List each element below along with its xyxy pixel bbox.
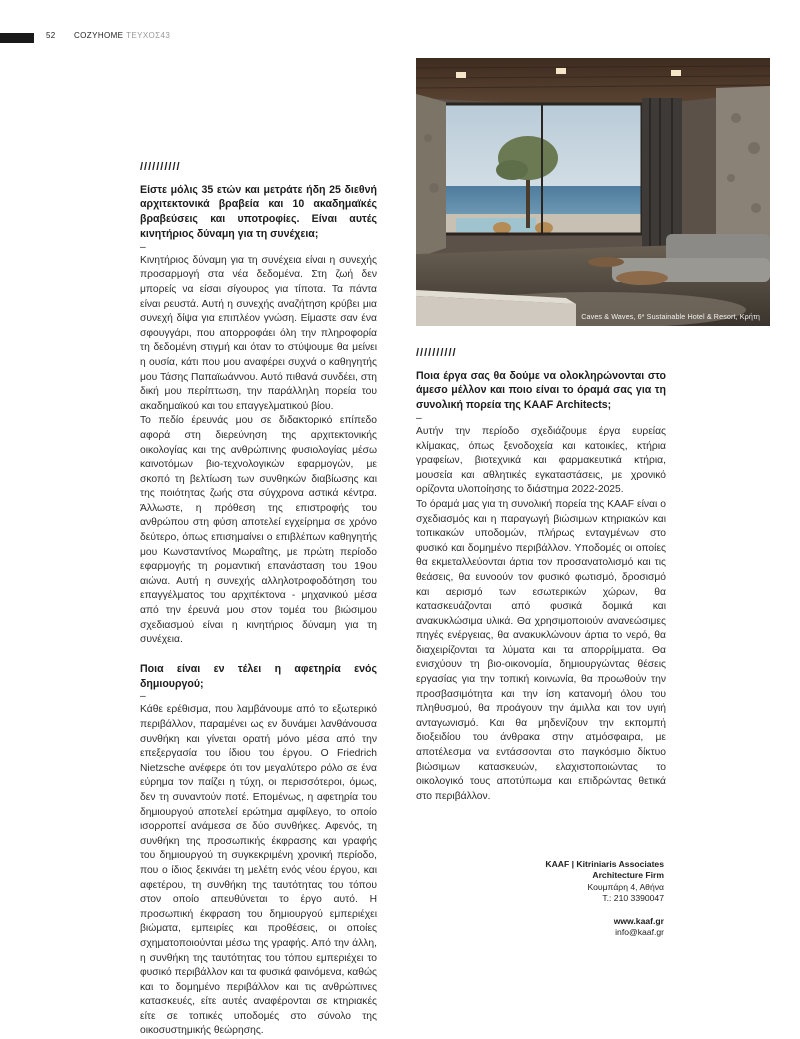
answer-paragraph: Το πεδίο έρευνάς μου σε διδακτορικό επίπεδο αφορά στη διερεύνηση της αρχιτεκτονικής οικολογίας και της ανθρώπινης φυσιολογίας μέσω καινοτόμων βιο-τεχνολογικών εφαρμογών, με σκοπό τη βελτίωση των συνθηκών διαβίωσης και της ποιότητας ζωής στα σύγχρονα αστικά κέντρα. Άλλωστε, η πρόθεση της επιστροφής του ανθρώπου στη φύση αποτελεί εγχείρημα σε χρόνο δεύτερο, όπως επισημαίνει ο επιβλέπων καθηγητής μου Κωνσταντίνος Μωραΐτης, με πρώτη περίοδο εφαρμογής τη ρομαντική επανάσταση του 19ου αιώνα. Αυτή η συνεχής αλληλοτροφοδότηση του επαγγέλματος του αρχιτέκτονα - μηχανικού μέσα από την έρευνά μου στον τομέα του βιώσιμου σχεδιασμού είναι η κινητήριος δύναμη για τη συνέχεια. [140,415,377,646]
answer-dash: – [140,691,146,703]
answer-dash: – [140,241,146,253]
firm-name: KAAF | Kitriniaris Associates [545,859,664,869]
answer-paragraph: Το όραμά μας για τη συνολική πορεία της KAAF είναι ο σχεδιασμός και η παραγωγή βιώσιμων κτηριακών και τοπικακών υποδομών, πλήρως ενταγμένων στο φυσικό και δομημένο περιβάλλον. Υποδομές οι οποίες θα εκμεταλλεύονται άρτια τον προσανατολισμό και τις θεάσεις, θα ευνοούν τον φυσικό φωτισμό, δροσισμό και αερισμό των εσωτερικών χώρων, θα κατασκευάζονται από φυσικά δομικά και ανακυκλώσιμα υλικά. Θα χρησιμοποιούν ανανεώσιμες πηγές ενέργειας, θα ανακυκλώνουν άρτια το νερό, θα διαχειρίζονται τα λύματα και τα απορρίμματα. Θα ενισχύουν τη βιο-οικονομία, δημιουργώντας θέσεις εργασίας για την τοπική κοινωνία, θα προωθούν την προσβασιμότητα και την ίση κατανομή όλου του πληθυσμού, θα προάγουν την άμιλλα και τον υγιή ανταγωνισμό. Και θα μηδενίζουν την εκπομπή διοξειδίου του άνθρακα στην ατμόσφαιρα, με αποτέλεσμα να εντάσσονται στο παγκόσμιο δίκτυο βιώσιμων κατασκευών, ελαχιστοποιώντας το οικολογικό τους αποτύπωμα και επιδρώντας θετικά στο περιβάλλον. [416,498,666,802]
running-header [74,31,170,40]
photo-caption: Caves & Waves, 6* Sustainable Hotel & Resort, Κρήτη [581,312,760,321]
website-link[interactable]: www.kaaf.gr [613,915,664,926]
left-column [140,160,377,1039]
firm-subtitle: Architecture Firm [592,870,664,881]
issue-number: ΤΕΥΧΟΣ43 [126,31,171,40]
email-link[interactable]: info@kaaf.gr [615,927,664,938]
firm-address: Κουμπάρη 4, Αθήνα [587,881,664,892]
interview-question: Ποια είναι εν τέλει η αφετηρία ενός δημιουργού; [140,662,377,690]
answer-paragraph: Κινητήριος δύναμη για τη συνέχεια είναι η συνεχής προσαρμογή στα νέα δεδομένα. Στη ζωή δεν μπορείς να είσαι σίγουρος για τίποτα. Τα πάντα είναι ρευστά. Αυτή η συνεχής αναζήτηση κρύβει μια συνεχή δίψα για επιπλέον γνώση. Είμαστε σαν ένα σφουγγάρι, που απορροφάει όλη την πληροφορία τη δεδομένη στιγμή και όταν το στύψουμε θα μείνει η ουσία, κάτι που μου αναφέρει συχνά ο καθηγητής μου Τάσης Παπαϊωάννου. Αυτό πιθανά συνδέει, στη δική μου περίπτωση, την παράλληλη πορεία του ακαδημαϊκού και του επαγγελματικού βίου. [140,254,377,412]
interview-question: Ποια έργα σας θα δούμε να ολοκληρώνονται στο άμεσο μέλλον και ποιο είναι το όραμά σας για τη συνολική πορεία της KAAF Architects; [416,369,666,412]
page-tab-marker [0,33,34,43]
answer-paragraph: Αυτήν την περίοδο σχεδιάζουμε έργα ευρείας κλίμακας, όπως ξενοδοχεία και κατοικίες, κτήρια γραφείων, βιοτεχνικά και φαρμακευτικά κτήρια, μουσεία και αθλητικές εγκαταστάσεις, με χρονικό ορίζοντα υλοποίησης το διάστημα 2022-2025. [416,425,666,496]
answer-dash: – [416,412,422,424]
interview-question: Είστε μόλις 35 ετών και μετράτε ήδη 25 διεθνή αρχιτεκτονικά βραβεία και 10 ακαδημαϊκές βραβεύσεις και υποτροφίες. Είναι αυτές κινητήριος δύναμη για τη συνέχεια; [140,183,377,240]
firm-phone: Τ.: 210 3390047 [602,893,664,904]
page-number: 52 [46,31,56,40]
right-column [416,346,666,804]
answer-paragraph: Κάθε ερέθισμα, που λαμβάνουμε από το εξωτερικό περιβάλλον, παραμένει ως εν δυνάμει λανθάνουσα συνθήκη και γίνεται ορατή μόνο μέσα από την επεξεργασία του ίδιου του έργου. Ο Friedrich Nietzsche ανέφερε ότι τον μεγαλύτερο ρόλο σε ένα εύρημα τον παίζει η τύχη, οι περισσότεροι, όμως, δεν τη συναντούν ποτέ. Επομένως, η αφετηρία του δημιουργού αποτελεί ερώτημα αμφίλεγο, το οποίο ισορροπεί ανάμεσα σε δύο συνθήκες. Αφενός, τη συνθήκη της προσωπικής έκφρασης και γραφής του δημιουργού τη συγκεκριμένη χρονική περίοδο, που ο ίδιος ξεκινάει τη μελέτη ενός νέου έργου, και αφετέρου, τη συνθήκη της ταυτότητας του τόπου στον οποίο απευθύνεται το έργο αυτό. Η προσωπική έκφραση του δημιουργού εμπεριέχει βιώματα, εμπειρίες και προθέσεις, οι οποίες σχηματοποιούνται μέσω της γραφής. Από την άλλη, η συνθήκη της ταυτότητας του τόπου εμπεριέχει το φυσικό περιβάλλον και τα φυσικά φαινόμενα, καθώς και το δομημένο περιβάλλον και τις ανθρώπινες κατασκευές, είτε αυτές αναφέρονται σε κτηριακές είτε σε τοπικές υποδομές στο σύνολο της οικοσυστημικής θεώρησης. [140,704,377,1037]
magazine-name: COZYHOME [74,31,124,40]
hotel-room-photo [416,58,770,326]
hotel-room-illustration [416,58,770,326]
contact-info [545,859,664,938]
section-divider-slashes: ////////// [416,347,457,359]
section-divider-slashes: ////////// [140,161,181,173]
